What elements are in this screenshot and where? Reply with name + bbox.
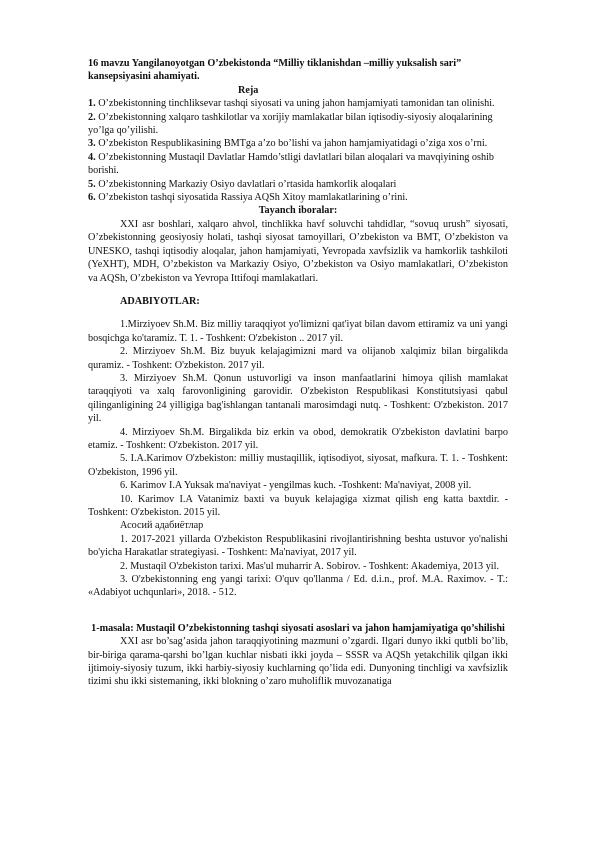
plan-item-number: 2.: [88, 111, 96, 123]
plan-item-text: O’zbekistonning xalqaro tashkilotlar va xorijiy mamlakatlar bilan iqtisodiy-siyosiy aloqalarining yo’lga qo’yilishi.: [88, 111, 493, 137]
key-terms-heading: Tayanch iboralar:: [258, 205, 338, 217]
literature-list: [88, 318, 508, 519]
plan-item: [88, 111, 508, 138]
plan-item-number: 5.: [88, 178, 96, 190]
main-literature-heading: Асосий адабиётлар: [120, 520, 204, 532]
section-heading: 1-masala: Mustaqil O’zbekistonning tashqi siyosati asoslari va jahon hamjamiyatiga qo’shilishi: [91, 622, 505, 634]
main-literature-item: 1. 2017-2021 yillarda O'zbekiston Respublikasini rivojlantirishning beshta ustuvor yo'nalishi bo'yicha Harakatlar strategiyasi. - Toshkent: Ma'naviyat, 2017 yil.: [88, 533, 508, 559]
plan-item-number: 4.: [88, 151, 96, 163]
main-literature-item: 3. O'zbekistonning eng yangi tarixi: O'quv qo'llanma / Ed. d.i.n., prof. M.A. Raximov. - T.: «Adabiyot uchqunlari», 2018. - 512.: [88, 574, 508, 599]
plan-item-number: 1.: [88, 98, 96, 110]
plan-item: [88, 137, 508, 150]
document-body: [88, 57, 508, 689]
plan-item: [88, 178, 508, 191]
plan-item-number: 3.: [88, 138, 96, 150]
main-literature-item: 2. Mustaqil O'zbekiston tarixi. Mas'ul muharrir A. Sobirov. - Toshkent: Akademiya, 2013 yil.: [120, 560, 500, 572]
literature-item: 3. Mirziyoev Sh.M. Qonun ustuvorligi va inson manfaatlarini himoya qilish mamlakat taraqqiyoti va xalq farovonligining garovidir. O'zbekiston Respublikasi Konstitutsiyasi qabul qilinganligining 24 yilligiga bag'ishlangan tantanali marosimdagi nutq. - Toshkent: O'zbekiston. 2017 yil.: [88, 372, 508, 425]
plan-item: [88, 151, 508, 178]
key-terms-text: XXI asr boshlari, xalqaro ahvol, tinchlikka havf soluvchi tahdidlar, “sovuq urush” siyosati, O’zbekistonning geosiyosiy holati, tashqi siyosat tamoyillari, O’zbekiston va BMT, O’zbekiston va UNESKO, tashqi iqtisodiy aloqalar, jahon hamjamiyati, Yevropada xavfsizlik va hamkorlik tashkiloti (YeXHT), MDH, O’zbekiston va Markaziy Osiyo, O’zbekiston va Osiyo mamlakatlari, O’zbekiston va AQSh, O’zbekiston va Yevropa Ittifoqi mamlakatlari.: [88, 218, 508, 284]
literature-item: 5. I.A.Karimov O'zbekiston: milliy mustaqillik, iqtisodiyot, siyosat, mafkura. T. 1. - Toshkent: O'zbekiston, 1996 yil.: [88, 453, 508, 478]
literature-item: 1.Mirziyoev Sh.M. Biz milliy taraqqiyot yo'limizni qat'iyat bilan davom ettiramiz va uni yangi bosqichga ko'taramiz. T. 1. - Toshkent: O'zbekiston .. 2017 yil.: [88, 319, 508, 344]
literature-item: 10. Karimov I.A Vatanimiz baxti va buyuk kelajagiga xizmat qilish eng katta baxtdir. - Toshkent: O'zbekiston. 2015 yil.: [88, 493, 508, 518]
plan-item-number: 6.: [88, 192, 96, 204]
main-literature-list: [88, 533, 508, 600]
plan-item: [88, 97, 508, 110]
plan-item-text: O’zbekiston Respublikasining BMTga a’zo bo’lishi va jahon hamjamiyatidagi o’ziga xos o’rni.: [98, 138, 488, 150]
plan-item: [88, 191, 508, 204]
plan-list: [88, 97, 508, 204]
literature-heading: ADABIYOTLAR:: [120, 295, 200, 307]
literature-item: 6. Karimov I.A Yuksak ma'naviyat - yengilmas kuch. -Toshkent: Ma'naviyat, 2008 yil.: [120, 480, 472, 492]
plan-heading: Reja: [238, 84, 259, 96]
plan-item-text: O’zbekistonning Mustaqil Davlatlar Hamdo’stligi davlatlari bilan aloqalari va mavqiyining oshib borishi.: [88, 151, 495, 177]
literature-item: 2. Mirziyoev Sh.M. Biz buyuk kelajagimizni mard va olijanob xalqimiz bilan birgalikda quramiz. - Toshkent: O'zbekiston. 2017 yil.: [88, 346, 508, 371]
plan-item-text: O’zbekiston tashqi siyosatida Rassiya AQSh Xitoy mamlakatlarining o’rini.: [98, 192, 408, 204]
literature-item: 4. Mirziyoev Sh.M. Birgalikda biz erkin va obod, demokratik O'zbekiston davlatini barpo etamiz. - Toshkent: O'zbekiston. 2017 yil.: [88, 426, 508, 451]
section-paragraph: XXI asr bo’sag’asida jahon taraqqiyotining mazmuni o’zgardi. Ilgari dunyo ikki qutbli bo’lib, bir-biriga qarama-qarshi bo’lgan kuchlar nisbati ikki joyda – SSSR va AQSh yetakchilik qilgan ikki ijtimoiy-siyosiy tuzum, ikki harbiy-siyosiy kuchlarning qo’lida edi. Dunyoning tinchligi va xavfsizlik tizimi shu ikki sistemaning, ikki blokning o’zaro muholiflik muvozanatiga: [88, 636, 508, 688]
document-title: 16 mavzu Yangilanoyotgan O’zbekistonda “Milliy tiklanishdan –milliy yuksalish sari” kansepsiyasini ahamiyati.: [88, 58, 462, 83]
plan-item-text: O’zbekistonning Markaziy Osiyo davlatlari o’rtasida hamkorlik aloqalari: [98, 178, 397, 190]
plan-item-text: O’zbekistonning tinchliksevar tashqi siyosati va uning jahon hamjamiyati tamonidan tan olinishi.: [98, 98, 495, 110]
